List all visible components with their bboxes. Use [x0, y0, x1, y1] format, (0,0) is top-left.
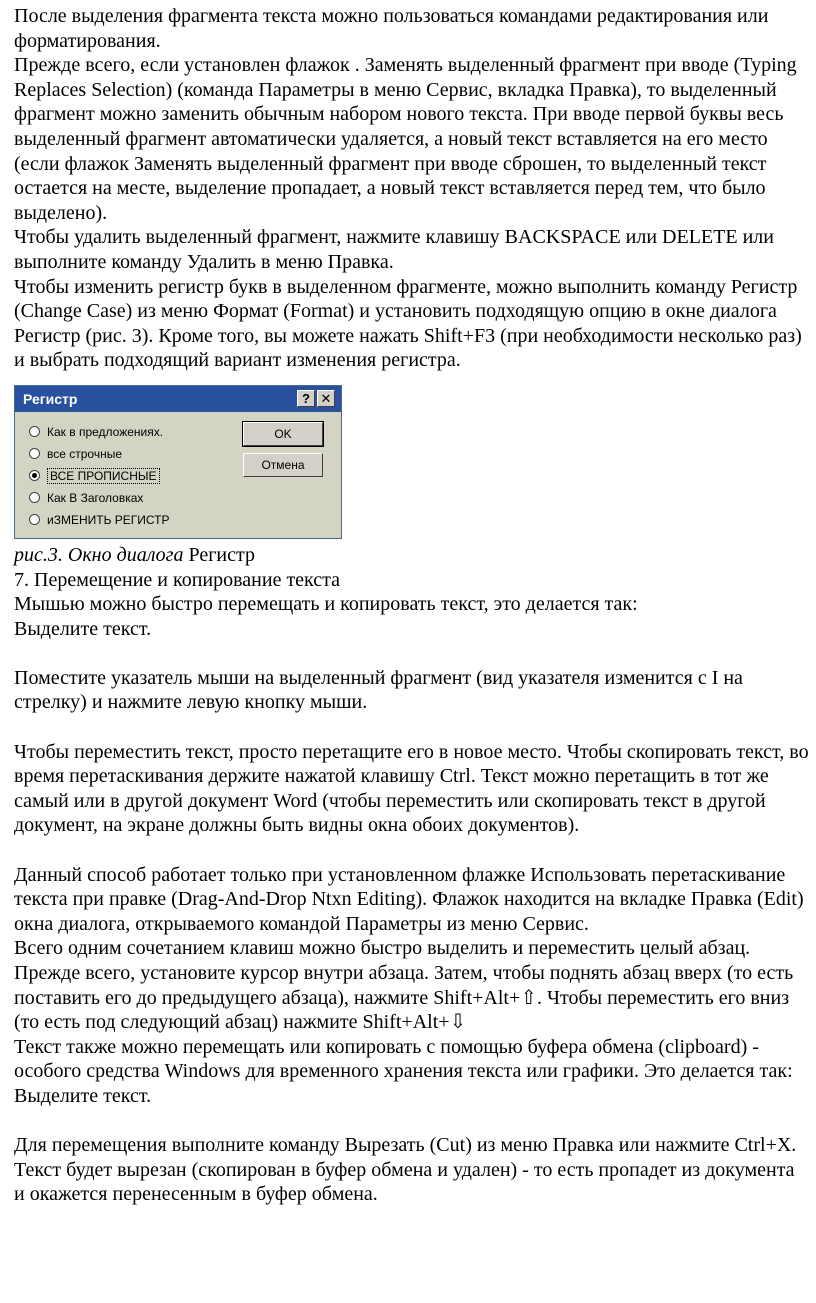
- paragraph: Выделите текст.: [14, 1084, 152, 1107]
- dialog-title-bar: [15, 386, 341, 412]
- ok-button[interactable]: OK: [243, 422, 323, 446]
- paragraph: Для перемещения выполните команду Вырезать (Cut) из меню Правка или нажмите Ctrl+X. Текст будет вырезан (скопирован в буфер обмена и удален) - то есть пропадет из документа и окажется перенесенным в буфер обмена.: [14, 1134, 797, 1206]
- help-button[interactable]: ?: [297, 390, 315, 407]
- change-case-dialog: [14, 385, 342, 539]
- radio-icon: [29, 514, 40, 525]
- dialog-title: Регистр: [23, 390, 78, 407]
- radio-option-sentence-case[interactable]: [29, 422, 163, 442]
- radio-label: Как в предложениях.: [47, 424, 164, 439]
- paragraph: Текст также можно перемещать или копировать с помощью буфера обмена (clipboard) - особого средства Windows для временного хранения текста или графики. Это делается так:: [14, 1035, 793, 1083]
- figure-caption: [14, 543, 810, 568]
- radio-label: ВСЕ ПРОПИСНЫЕ: [47, 468, 160, 484]
- paragraph: После выделения фрагмента текста можно пользоваться командами редактирования или форматирования.: [14, 5, 769, 52]
- close-button[interactable]: ✕: [317, 390, 335, 407]
- radio-label: Как В Заголовках: [47, 490, 144, 505]
- paragraph: Чтобы изменить регистр букв в выделенном фрагменте, можно выполнить команду Регистр (Change Case) из меню Формат (Format) и установить подходящую опцию в окне диалога Регистр (рис. 3). Кроме того, вы можете нажать Shift+F3 (при необходимости несколько раз) и выбрать подходящий вариант изменения регистра.: [14, 275, 802, 372]
- blank-line: [14, 641, 810, 666]
- section-heading: 7. Перемещение и копирование текста: [14, 568, 341, 591]
- radio-icon: [29, 426, 40, 437]
- blank-line: [14, 1109, 810, 1134]
- paragraph: Выделите текст.: [14, 617, 152, 640]
- paragraph: Прежде всего, если установлен флажок . Заменять выделенный фрагмент при вводе (Typing Replaces Selection) (команда Параметры в меню Сервис, вкладка Правка), то выделенный фрагмент можно заменить обычным набором нового текста. При вводе первой буквы весь выделенный фрагмент автоматически удаляется, а новый текст вставляется на его место (если флажок Заменять выделенный фрагмент при вводе сброшен, то выделенный текст остается на месте, выделение пропадает, а новый текст вставляется перед тем, что было выделено).: [14, 54, 797, 224]
- paragraph: Всего одним сочетанием клавиш можно быстро выделить и переместить целый абзац. Прежде всего, установите курсор внутри абзаца. Затем, чтобы поднять абзац вверх (то есть поставить его до предыдущего абзаца), нажмите Shift+Alt+⇧. Чтобы переместить его вниз (то есть под следующий абзац) нажмите Shift+Alt+⇩: [14, 937, 794, 1034]
- blank-line: [14, 838, 810, 863]
- radio-option-toggle-case[interactable]: [29, 510, 170, 530]
- paragraph: Данный способ работает только при установленном флажке Использовать перетаскивание текста при правке (Drag-And-Drop Ntxn Editing). Флажок находится на вкладке Правка (Edit) окна диалога, открываемого командой Параметры из меню Сервис.: [14, 863, 804, 935]
- paragraph: Чтобы переместить текст, просто перетащите его в новое место. Чтобы скопировать текст, во время перетаскивания держите нажатой клавишу Ctrl. Текст можно перетащить в тот же самый или в другой документ Word (чтобы переместить или скопировать текст в другой документ, на экране должны быть видны окна обоих документов).: [14, 740, 809, 837]
- blank-line: [14, 715, 810, 740]
- radio-selected-icon: [29, 470, 40, 481]
- radio-label: все строчные: [47, 446, 123, 461]
- radio-option-title-case[interactable]: [29, 488, 143, 508]
- caption-italic: рис.3. Окно диалога: [14, 543, 184, 566]
- radio-icon: [29, 448, 40, 459]
- paragraph: Чтобы удалить выделенный фрагмент, нажмите клавишу BACKSPACE или DELETE или выполните команду Удалить в меню Правка.: [14, 226, 774, 273]
- cancel-button[interactable]: Отмена: [243, 453, 323, 477]
- radio-option-uppercase[interactable]: [29, 466, 160, 486]
- paragraph: Мышью можно быстро перемещать и копировать текст, это делается так:: [14, 593, 638, 616]
- document-page: [14, 4, 810, 1207]
- radio-icon: [29, 492, 40, 503]
- paragraph: Поместите указатель мыши на выделенный фрагмент (вид указателя изменится с I на стрелку) и нажмите левую кнопку мыши.: [14, 666, 743, 714]
- figure: [14, 385, 810, 539]
- radio-option-lowercase[interactable]: [29, 444, 122, 464]
- caption-text: Регистр: [183, 543, 255, 566]
- radio-label: иЗМЕНИТЬ РЕГИСТР: [47, 512, 170, 527]
